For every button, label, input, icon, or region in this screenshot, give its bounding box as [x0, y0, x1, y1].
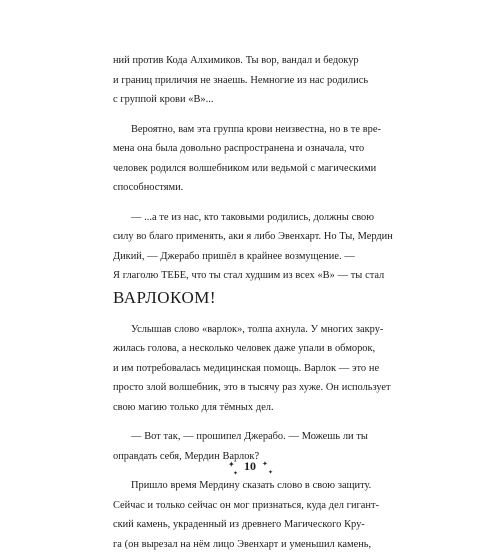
- text-line: свою магию только для тёмных дел.: [113, 398, 377, 418]
- star-icon: ✦: [228, 461, 235, 469]
- text-line-emphasis: ВАРЛОКОМ!: [113, 285, 377, 310]
- page-number: 10: [240, 459, 260, 474]
- text-line: Вероятно, вам эта группа крови неизвестна, но в те вре-: [113, 120, 377, 140]
- text-line: — ...а те из нас, кто таковыми родились, должны свою: [113, 208, 377, 228]
- star-icon: ✦: [268, 469, 273, 477]
- page-footer: [0, 457, 500, 481]
- text-line: жилась голова, а несколько человек даже упали в обморок,: [113, 339, 377, 359]
- text-line: и границ приличия не знаешь. Немногие из нас родились: [113, 71, 377, 91]
- star-icon: ✦: [233, 470, 238, 478]
- text-line: Пришло время Мердину сказать слово в свою защиту.: [113, 476, 377, 496]
- text-line: мена она была довольно распространена и означала, что: [113, 139, 377, 159]
- text-line: Сейчас и только сейчас он мог признаться, куда дел гигант-: [113, 496, 377, 516]
- text-line: га (он вырезал на нём лицо Эвенхарт и уменьшил камень,: [113, 535, 377, 554]
- text-line: человек родился волшебником или ведьмой с магическими: [113, 159, 377, 179]
- text-line: ний против Кода Алхимиков. Ты вор, вандал и бедокур: [113, 51, 377, 71]
- text-line: оправдать себя, Мердин Варлок?: [113, 447, 377, 467]
- star-icon: ✦: [262, 460, 268, 468]
- text-line: — Вот так, — прошипел Джерабо. — Можешь ли ты: [113, 427, 377, 447]
- text-line: просто злой волшебник, это в тысячу раз хуже. Он использует: [113, 378, 377, 398]
- text-line: Дикий, — Джерабо пришёл в крайнее возмущение. —: [113, 247, 377, 267]
- text-line: с группой крови «В»...: [113, 90, 377, 110]
- text-line: силу во благо применять, аки я либо Эвенхарт. Но Ты, Мердин: [113, 227, 377, 247]
- text-line: Я глаголю ТЕБЕ, что ты стал худшим из всех «В» — ты стал: [113, 266, 377, 286]
- text-line: способностями.: [113, 178, 377, 198]
- text-line: и им потребовалась медицинская помощь. Варлок — это не: [113, 359, 377, 379]
- text-line: ский камень, украденный из древнего Магического Кру-: [113, 515, 377, 535]
- text-line: Услышав слово «варлок», толпа ахнула. У многих закру-: [113, 320, 377, 340]
